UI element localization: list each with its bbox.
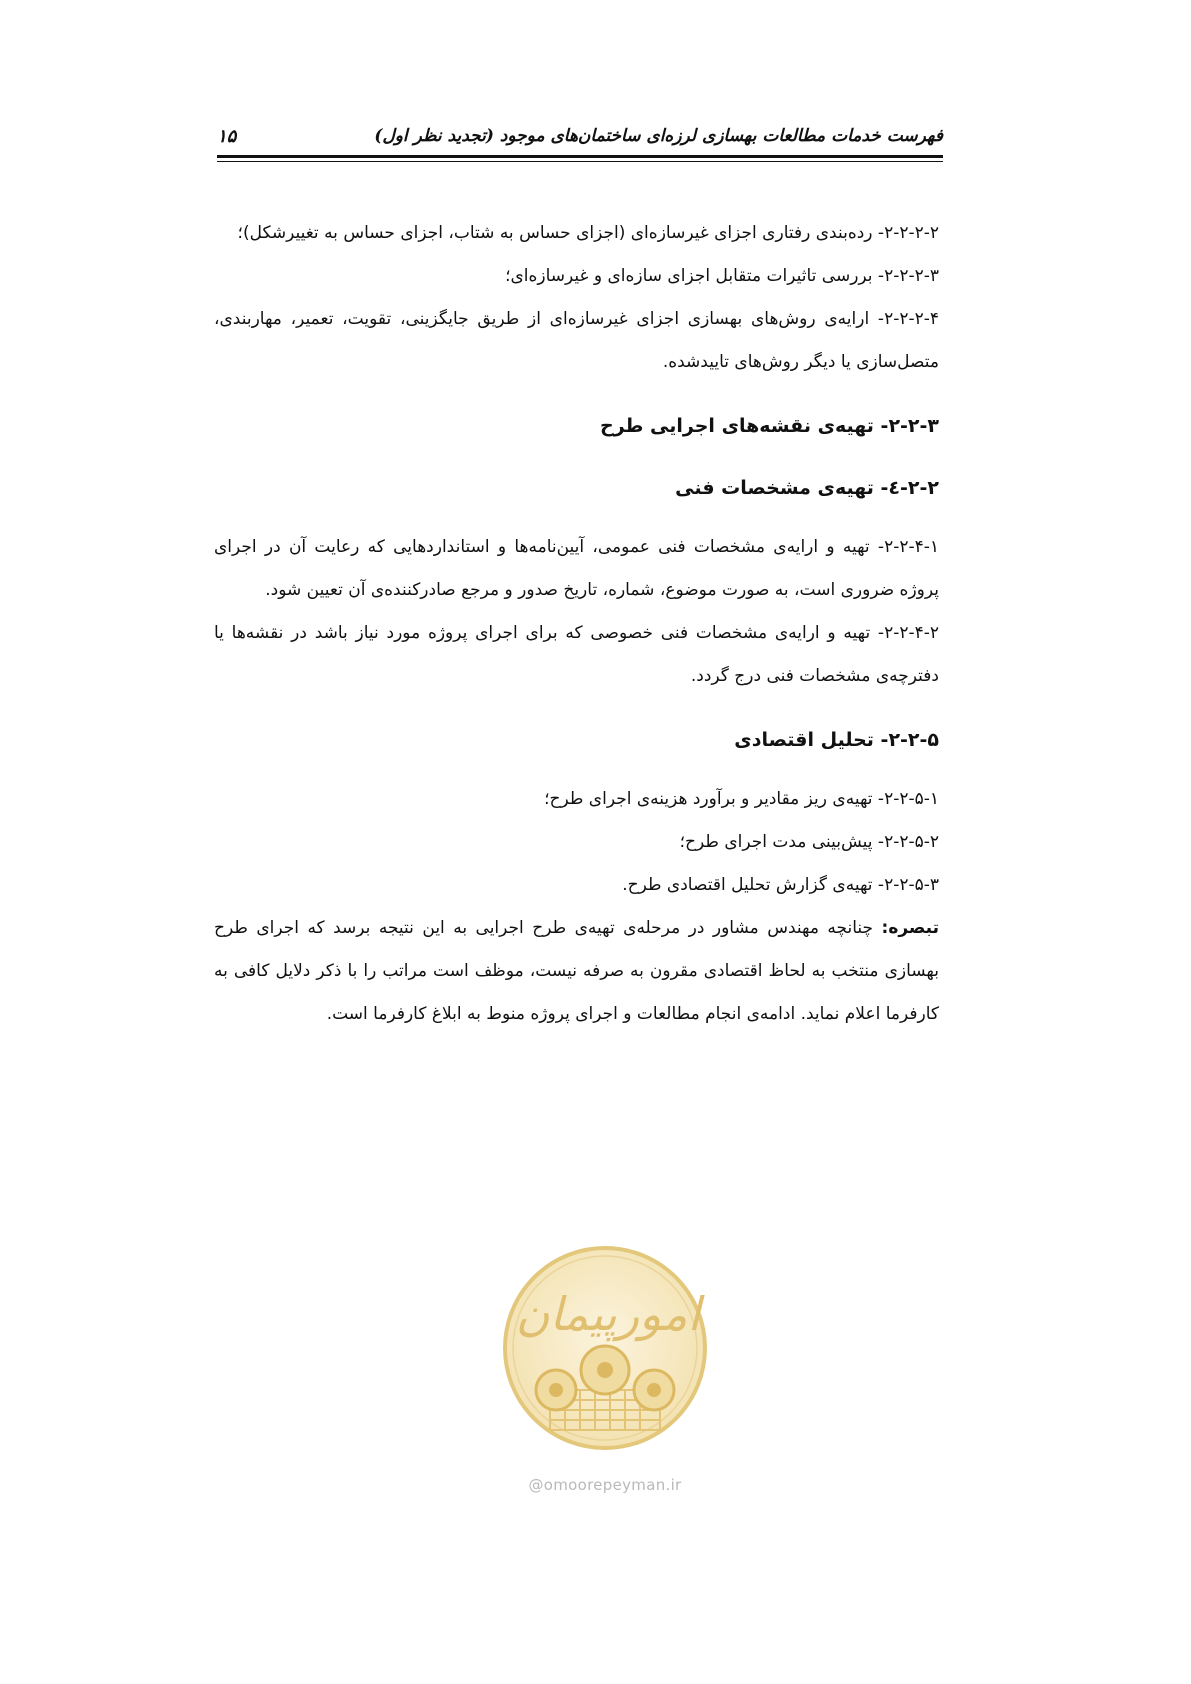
section-heading: ۲-۲-٤- تهیه‌ی مشخصات فنی bbox=[675, 477, 939, 499]
list-item: ۲-۲-۵-۲- پیش‌بینی مدت اجرای طرح؛ bbox=[679, 832, 939, 852]
list-item: ۲-۲-۲-۳- بررسی تاثیرات متقابل اجزای سازه‌ای و غیرسازه‌ای؛ bbox=[505, 266, 939, 286]
header-rule-thick bbox=[217, 155, 943, 158]
watermark-brand: امورپیمان bbox=[515, 1287, 701, 1341]
list-item: ۲-۲-۴-۲- تهیه و ارایه‌ی مشخصات فنی خصوصی که برای اجرای پروژه مورد نیاز باشد در نقشه‌ها یا دفترچه‌ی مشخصات فنی درج گردد. bbox=[214, 623, 939, 686]
page-header bbox=[217, 122, 943, 162]
list-item: ۲-۲-۴-۱- تهیه و ارایه‌ی مشخصات فنی عمومی، آیین‌نامه‌ها و استانداردهایی که رعایت آن در اجرای پروژه ضروری است، به صورت موضوع، شماره، تاریخ صدور و مرجع صادرکننده‌ی آن تعیین شود. bbox=[214, 537, 939, 600]
watermark-url: @omoorepeyman.ir bbox=[528, 1476, 682, 1494]
list-item: ۲-۲-۲-۴- ارایه‌ی روش‌های بهسازی اجزای غیرسازه‌ای از طریق جایگزینی، تقویت، تعمیر، مهاربندی، متصل‌سازی یا دیگر روش‌های تاییدشده. bbox=[214, 309, 939, 372]
document-body bbox=[214, 212, 939, 1036]
note-text: چنانچه مهندس مشاور در مرحله‌ی تهیه‌ی طرح اجرایی به این نتیجه برسد که اجرای طرح بهسازی منتخب به لحاظ اقتصادی مقرون به صرفه نیست، موظف است مراتب را با ذکر دلایل کافی به کارفرما اعلام نماید. ادامه‌ی انجام مطالعات و اجرای پروژه منوط به ابلاغ کارفرما است. bbox=[214, 918, 939, 1024]
page-number: ۱۵ bbox=[217, 126, 237, 147]
list-item: ۲-۲-۲-۲- رده‌بندی رفتاری اجزای غیرسازه‌ای (اجزای حساس به شتاب، اجزای حساس به تغییرشکل)؛ bbox=[237, 223, 939, 243]
note-label: تبصره: bbox=[881, 918, 939, 938]
list-item: ۲-۲-۵-۱- تهیه‌ی ریز مقادیر و برآورد هزینه‌ی اجرای طرح؛ bbox=[544, 789, 939, 809]
section-heading: ۲-۲-۵- تحلیل اقتصادی bbox=[734, 729, 939, 751]
header-rule-thin bbox=[217, 161, 943, 162]
watermark-seal-icon bbox=[490, 1230, 720, 1470]
watermark-logo bbox=[490, 1230, 720, 1494]
list-item: ۲-۲-۵-۳- تهیه‌ی گزارش تحلیل اقتصادی طرح. bbox=[622, 875, 939, 895]
section-heading: ۲-۲-۳- تهیه‌ی نقشه‌های اجرایی طرح bbox=[600, 415, 939, 437]
header-title: فهرست خدمات مطالعات بهسازی لرزه‌ای ساختمان‌های موجود (تجدید نظر اول) bbox=[374, 126, 943, 146]
note-paragraph bbox=[214, 907, 939, 1036]
